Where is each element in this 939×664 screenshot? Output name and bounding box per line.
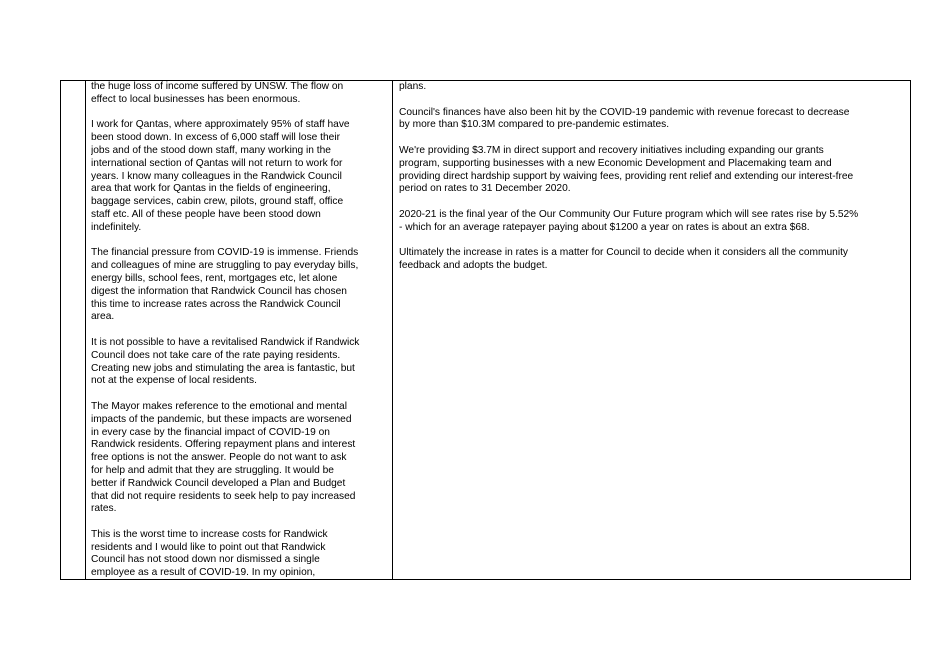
submission-table: [60, 80, 911, 580]
paragraph: [399, 247, 907, 273]
paragraph: [399, 145, 907, 196]
text-line: been stood down. In excess of 6,000 staff will lose their: [91, 132, 340, 144]
text-line: Ultimately the increase in rates is a matter for Council to decide when it considers all the community: [399, 247, 849, 259]
text-line: rates.: [91, 503, 117, 515]
text-line: I work for Qantas, where approximately 95% of staff have: [91, 119, 350, 131]
text-line: staff etc. All of these people have been stood down: [91, 208, 321, 220]
text-line: in every case by the financial impact of COVID-19 on: [91, 426, 330, 438]
text-line: indefinitely.: [91, 221, 142, 233]
text-line: not at the expense of local residents.: [91, 375, 257, 387]
paragraph: [399, 107, 907, 133]
paragraph: [91, 247, 391, 324]
text-line: - which for an average ratepayer paying about $1200 a year on rates is about an extra $68.: [399, 221, 810, 233]
text-line: Randwick residents. Offering repayment plans and interest: [91, 439, 356, 451]
text-line: for help and admit that they are struggling. It would be: [91, 464, 334, 476]
text-line: plans.: [399, 81, 427, 92]
text-line: area.: [91, 311, 115, 323]
paragraph: [91, 401, 391, 516]
text-line: the huge loss of income suffered by UNSW. The flow on: [91, 81, 344, 92]
text-line: This is the worst time to increase costs for Randwick: [91, 528, 328, 540]
text-line: It is not possible to have a revitalised Randwick if Randwick: [91, 336, 360, 348]
text-line: that did not require residents to seek help to pay increased: [91, 490, 356, 502]
text-line: program, supporting businesses with a new Economic Development and Placemaking team and: [399, 157, 832, 169]
column-divider: [85, 81, 86, 579]
submission-text-cell: [91, 81, 391, 580]
text-line: area that work for Qantas in the fields of engineering,: [91, 183, 331, 195]
text-line: Council does not take care of the rate paying residents.: [91, 349, 341, 361]
text-line: Council has not stood down nor dismissed a single: [91, 554, 320, 566]
paragraph: [399, 81, 907, 94]
text-line: Council's finances have also been hit by the COVID-19 pandemic with revenue forecast to decrease: [399, 106, 850, 118]
text-line: and colleagues of mine are struggling to pay everyday bills,: [91, 260, 359, 272]
text-line: this time to increase rates across the Randwick Council: [91, 298, 341, 310]
text-line: digest the information that Randwick Council has chosen: [91, 285, 347, 297]
text-line: free options is not the answer. People do not want to ask: [91, 452, 347, 464]
text-line: The Mayor makes reference to the emotional and mental: [91, 400, 347, 412]
council-response-cell: [399, 81, 907, 273]
text-line: Creating new jobs and stimulating the area is fantastic, but: [91, 362, 355, 374]
text-line: effect to local businesses has been enormous.: [91, 93, 301, 105]
text-line: by more than $10.3M compared to pre-pandemic estimates.: [399, 119, 670, 131]
text-line: period on rates to 31 December 2020.: [399, 183, 571, 195]
paragraph: [91, 81, 391, 107]
paragraph: [91, 119, 391, 234]
text-line: employee as a result of COVID-19. In my opinion,: [91, 567, 316, 579]
text-line: years. I know many colleagues in the Randwick Council: [91, 170, 342, 182]
column-divider: [392, 81, 393, 579]
text-line: jobs and of the stood down staff, many working in the: [91, 144, 331, 156]
text-line: impacts of the pandemic, but these impacts are worsened: [91, 413, 352, 425]
text-line: energy bills, school fees, rent, mortgages etc, let alone: [91, 272, 338, 284]
paragraph: [91, 337, 391, 388]
text-line: 2020-21 is the final year of the Our Community Our Future program which will see rates rise by 5.52%: [399, 208, 859, 220]
text-line: baggage services, cabin crew, pilots, ground staff, office: [91, 196, 344, 208]
text-line: international section of Qantas will not return to work for: [91, 157, 343, 169]
paragraph: [91, 529, 391, 580]
text-line: providing direct hardship support by waiving fees, providing rent relief and extending our interest-free: [399, 170, 854, 182]
text-line: The financial pressure from COVID-19 is immense. Friends: [91, 247, 359, 259]
text-line: residents and I would like to point out that Randwick: [91, 541, 326, 553]
text-line: We're providing $3.7M in direct support and recovery initiatives including expanding our grants: [399, 144, 824, 156]
text-line: better if Randwick Council developed a Plan and Budget: [91, 477, 346, 489]
text-line: feedback and adopts the budget.: [399, 260, 548, 272]
paragraph: [399, 209, 907, 235]
